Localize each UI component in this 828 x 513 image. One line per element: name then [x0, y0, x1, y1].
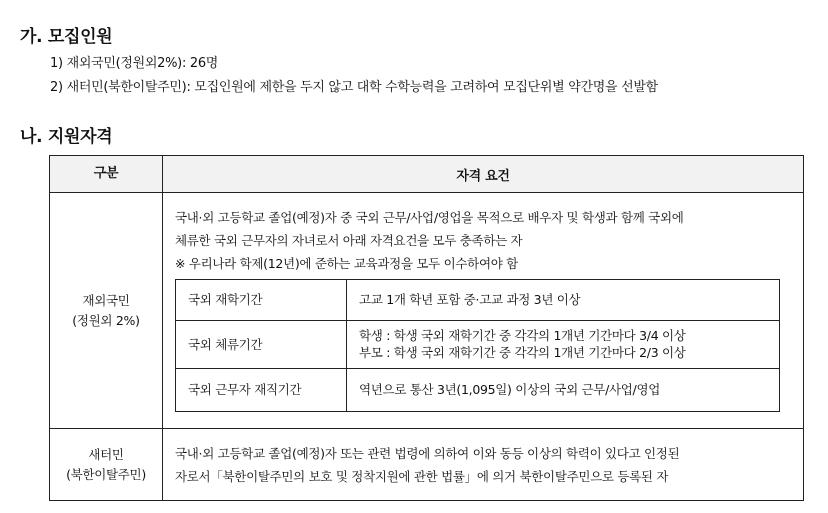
recruit-item-1: 1) 재외국민(정원외2%): 26명 — [50, 56, 219, 71]
condition-value — [347, 320, 780, 368]
requirement-line: 자로서「북한이탈주민의 보호 및 정착지원에 관한 법률」에 의거 북한이탈주민으로 등록된 자 — [175, 468, 669, 484]
condition-value-line: 부모 : 학생 국외 재학기간 중 각각의 1개년 기간마다 2/3 이상 — [359, 345, 686, 360]
table-row — [50, 193, 804, 429]
eligibility-table — [49, 155, 804, 501]
condition-table — [175, 279, 780, 412]
category-cell-overseas — [50, 193, 163, 429]
requirement-line: 국내·외 고등학교 졸업(예정)자 중 국외 근무/사업/영업을 목적으로 배우자 및 학생과 함께 국외에 — [175, 209, 684, 225]
requirement-text — [175, 206, 787, 275]
condition-value: 역년으로 통산 3년(1,095일) 이상의 국외 근무/사업/영업 — [347, 368, 780, 411]
table-header-row — [50, 156, 804, 193]
requirements-cell-overseas — [163, 193, 804, 429]
condition-row — [176, 368, 780, 411]
condition-label: 국외 재학기간 — [176, 279, 347, 320]
section-a-title: 가. 모집인원 — [20, 27, 113, 47]
header-category: 구분 — [50, 156, 163, 193]
category-label: 재외국민 — [82, 292, 130, 308]
category-sublabel: (북한이탈주민) — [66, 466, 146, 482]
requirements-cell-defector — [163, 429, 804, 501]
header-requirements: 자격 요건 — [163, 156, 804, 193]
category-label: 새터민 — [88, 446, 124, 462]
table-row — [50, 429, 804, 501]
condition-label: 국외 체류기간 — [176, 320, 347, 368]
requirement-note: ※ 우리나라 학제(12년)에 준하는 교육과정을 모두 이수하여야 함 — [175, 255, 518, 271]
condition-value-line: 학생 : 학생 국외 재학기간 중 각각의 1개년 기간마다 3/4 이상 — [359, 328, 686, 343]
condition-row — [176, 279, 780, 320]
requirement-line: 국내·외 고등학교 졸업(예정)자 또는 관련 법령에 의하여 이와 동등 이상의 학력이 있다고 인정된 — [175, 445, 680, 461]
category-sublabel: (정원외 2%) — [72, 312, 140, 328]
condition-label: 국외 근무자 재직기간 — [176, 368, 347, 411]
section-b-title: 나. 지원자격 — [20, 127, 113, 147]
condition-row — [176, 320, 780, 368]
recruit-item-2: 2) 새터민(북한이탈주민): 모집인원에 제한을 두지 않고 대학 수학능력을 고려하여 모집단위별 약간명을 선발함 — [50, 80, 658, 95]
requirement-line: 체류한 국외 근무자의 자녀로서 아래 자격요건을 모두 충족하는 자 — [175, 232, 523, 248]
condition-value: 고교 1개 학년 포함 중·고교 과정 3년 이상 — [347, 279, 780, 320]
category-cell-defector — [50, 429, 163, 501]
